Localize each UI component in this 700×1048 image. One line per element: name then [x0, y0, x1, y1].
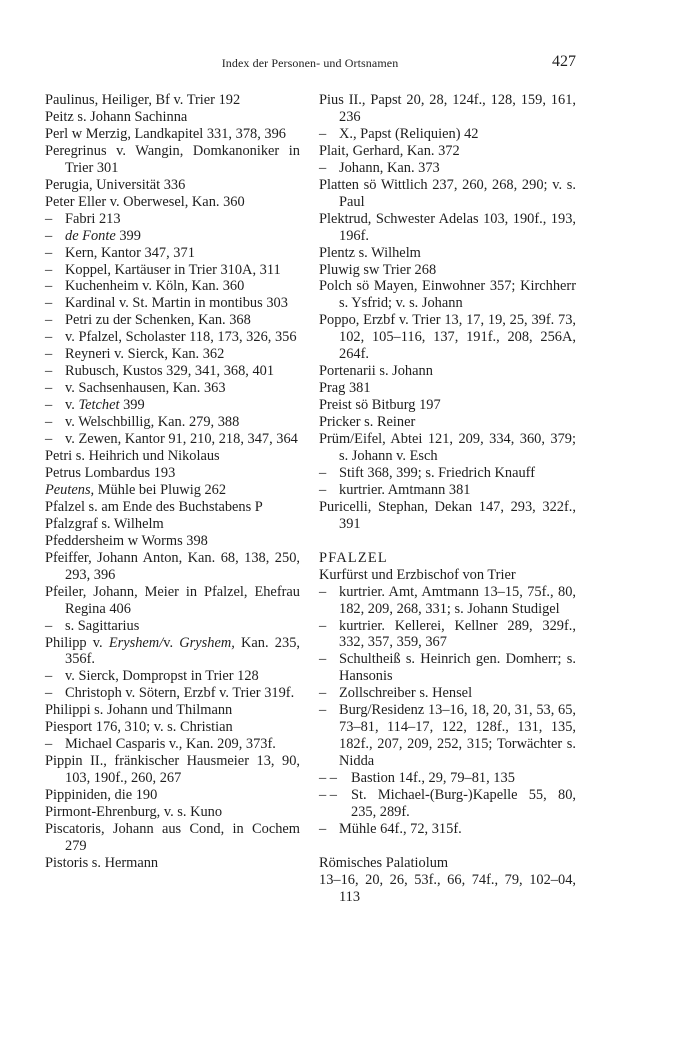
index-entry: Piscatoris, Johann aus Cond, in Cochem 279: [45, 820, 300, 854]
index-subentry: – Michael Casparis v., Kan. 209, 373f.: [45, 736, 276, 753]
dash-marker: –: [45, 414, 53, 431]
index-subentry: – Petri zu der Schenken, Kan. 368: [45, 312, 251, 329]
index-entry: Petrus Lombardus 193: [45, 464, 176, 481]
index-subentry: – kurtrier. Amtmann 381: [319, 481, 471, 498]
index-subentry: – v. Zewen, Kantor 91, 210, 218, 347, 364: [45, 431, 298, 448]
index-entry: Peter Eller v. Oberwesel, Kan. 360: [45, 193, 245, 210]
index-entry: Perugia, Universität 336: [45, 176, 186, 193]
index-entry: Poppo, Erzbf v. Trier 13, 17, 19, 25, 39f. 73, 102, 105–116, 137, 191f., 208, 256A, 264f.: [319, 312, 576, 363]
index-entry: Pfalzel s. am Ende des Buchstabens P: [45, 498, 263, 515]
index-column-left: [45, 92, 300, 872]
dash-marker: –: [319, 125, 327, 142]
index-subentry: – v. Sachsenhausen, Kan. 363: [45, 380, 226, 397]
index-entry: Pippin II., fränkischer Hausmeier 13, 90, 103, 190f., 260, 267: [45, 753, 300, 787]
double-dash-marker: – –: [319, 770, 337, 787]
section-subheading: Römisches Palatiolum: [319, 854, 449, 871]
double-dash-marker: – –: [319, 787, 337, 804]
index-subentry: – Kuchenheim v. Köln, Kan. 360: [45, 278, 245, 295]
index-entry: Plait, Gerhard, Kan. 372: [319, 142, 460, 159]
dash-marker: –: [319, 583, 327, 600]
section-heading: PFALZEL: [319, 549, 388, 566]
dash-marker: –: [45, 346, 53, 363]
index-subentry: – v. Welschbillig, Kan. 279, 388: [45, 414, 240, 431]
index-subentry: – Reyneri v. Sierck, Kan. 362: [45, 346, 225, 363]
index-subentry: – kurtrier. Amt, Amtmann 13–15, 75f., 80, 182, 209, 268, 331; s. Johann Studigel: [319, 583, 576, 617]
dash-marker: –: [45, 736, 53, 753]
spacer: [319, 533, 576, 550]
index-entry: Plentz s. Wilhelm: [319, 244, 421, 261]
dash-marker: –: [45, 227, 53, 244]
index-entry: Philippi s. Johann und Thilmann: [45, 702, 233, 719]
index-entry: Preist sö Bitburg 197: [319, 397, 441, 414]
page-header-title: Index der Personen- und Ortsnamen: [221, 56, 399, 70]
index-entry: Pistoris s. Hermann: [45, 854, 159, 871]
index-subentry: – Kern, Kantor 347, 371: [45, 244, 195, 261]
index-entry: Pirmont-Ehrenburg, v. s. Kuno: [45, 804, 223, 821]
index-entry: Pricker s. Reiner: [319, 414, 416, 431]
index-subentry: – s. Sagittarius: [45, 617, 140, 634]
dash-marker: –: [45, 431, 53, 448]
section-subheading: Kurfürst und Erzbischof von Trier: [319, 566, 516, 583]
dash-marker: –: [319, 820, 327, 837]
index-entry: Platten sö Wittlich 237, 260, 268, 290; v. s. Paul: [319, 176, 576, 210]
dash-marker: –: [45, 261, 53, 278]
dash-marker: –: [319, 685, 327, 702]
index-subentry: – kurtrier. Kellerei, Kellner 289, 329f., 332, 357, 359, 367: [319, 617, 576, 651]
index-subentry: – Johann, Kan. 373: [319, 159, 440, 176]
index-entry: Pfeddersheim w Worms 398: [45, 532, 208, 549]
index-entry: Pfeiler, Johann, Meier in Pfalzel, Ehefrau Regina 406: [45, 583, 300, 617]
index-entry: Peitz s. Johann Sachinna: [45, 108, 188, 125]
index-subsubentry: – – St. Michael-(Burg-)Kapelle 55, 80, 235, 289f.: [319, 787, 576, 821]
index-entry: Pfalzgraf s. Wilhelm: [45, 515, 164, 532]
index-entry: Plektrud, Schwester Adelas 103, 190f., 193, 196f.: [319, 210, 576, 244]
dash-marker: –: [319, 651, 327, 668]
index-entry: Petri s. Heihrich und Nikolaus: [45, 448, 220, 465]
index-column-right: [319, 92, 576, 906]
index-subentry: – Christoph v. Sötern, Erzbf v. Trier 319f.: [45, 685, 295, 702]
index-entry: Polch sö Mayen, Einwohner 357; Kirchherr s. Ysfrid; v. s. Johann: [319, 278, 576, 312]
index-entry: Pluwig sw Trier 268: [319, 261, 437, 278]
index-subentry: – Fabri 213: [45, 210, 121, 227]
index-subentry: – Koppel, Kartäuser in Trier 310A, 311: [45, 261, 281, 278]
dash-marker: –: [45, 278, 53, 295]
index-entry: 13–16, 20, 26, 53f., 66, 74f., 79, 102–04, 113: [319, 871, 576, 905]
dash-marker: –: [45, 295, 53, 312]
dash-marker: –: [45, 312, 53, 329]
page-number: 427: [552, 53, 576, 70]
index-subentry: – X., Papst (Reliquien) 42: [319, 125, 479, 142]
dash-marker: –: [45, 380, 53, 397]
index-subentry: – v. Tetchet 399: [45, 397, 145, 414]
dash-marker: –: [45, 685, 53, 702]
running-head: [0, 54, 700, 72]
index-entry: Paulinus, Heiliger, Bf v. Trier 192: [45, 92, 241, 108]
dash-marker: –: [45, 244, 53, 261]
index-entry: Pippiniden, die 190: [45, 787, 158, 804]
index-entry: Portenarii s. Johann: [319, 363, 433, 380]
dash-marker: –: [319, 481, 327, 498]
dash-marker: –: [45, 363, 53, 380]
dash-marker: –: [319, 464, 327, 481]
index-subentry: – v. Sierck, Dompropst in Trier 128: [45, 668, 259, 685]
dash-marker: –: [45, 329, 53, 346]
index-entry: Peregrinus v. Wangin, Domkanoniker in Trier 301: [45, 142, 300, 176]
index-subentry: – de Fonte 399: [45, 227, 141, 244]
dash-marker: –: [45, 397, 53, 414]
index-subsubentry: – – Bastion 14f., 29, 79–81, 135: [319, 770, 515, 787]
index-subentry: – Zollschreiber s. Hensel: [319, 685, 473, 702]
index-entry: Prüm/Eifel, Abtei 121, 209, 334, 360, 379; s. Johann v. Esch: [319, 431, 576, 465]
index-subentry: – Stift 368, 399; s. Friedrich Knauff: [319, 464, 535, 481]
index-subentry: – v. Pfalzel, Scholaster 118, 173, 326, 356: [45, 329, 297, 346]
index-entry: Philipp v. Eryshem/v. Gryshem, Kan. 235, 356f.: [45, 634, 300, 668]
index-subentry: – Kardinal v. St. Martin in montibus 303: [45, 295, 288, 312]
spacer: [319, 838, 576, 855]
index-entry: Perl w Merzig, Landkapitel 331, 378, 396: [45, 125, 286, 142]
index-subentry: – Schultheiß s. Heinrich gen. Domherr; s. Hansonis: [319, 651, 576, 685]
index-entry: Prag 381: [319, 380, 371, 397]
index-entry: Pius II., Papst 20, 28, 124f., 128, 159, 161, 236: [319, 92, 576, 125]
dash-marker: –: [45, 668, 53, 685]
index-subentry: – Rubusch, Kustos 329, 341, 368, 401: [45, 363, 275, 380]
dash-marker: –: [319, 702, 327, 719]
index-entry: Pfeiffer, Johann Anton, Kan. 68, 138, 250, 293, 396: [45, 549, 300, 583]
dash-marker: –: [319, 617, 327, 634]
index-entry: Piesport 176, 310; v. s. Christian: [45, 719, 233, 736]
index-subentry: – Burg/Residenz 13–16, 18, 20, 31, 53, 65, 73–81, 114–17, 122, 128f., 131, 135, 182f., 207, 209, 252, 315; Torwächter s. Nidda: [319, 702, 576, 770]
dash-marker: –: [319, 159, 327, 176]
index-subentry: – Mühle 64f., 72, 315f.: [319, 820, 462, 837]
index-entry: Puricelli, Stephan, Dekan 147, 293, 322f., 391: [319, 498, 576, 532]
index-entry: Peutens, Mühle bei Pluwig 262: [45, 481, 227, 498]
dash-marker: –: [45, 210, 53, 227]
dash-marker: –: [45, 617, 53, 634]
